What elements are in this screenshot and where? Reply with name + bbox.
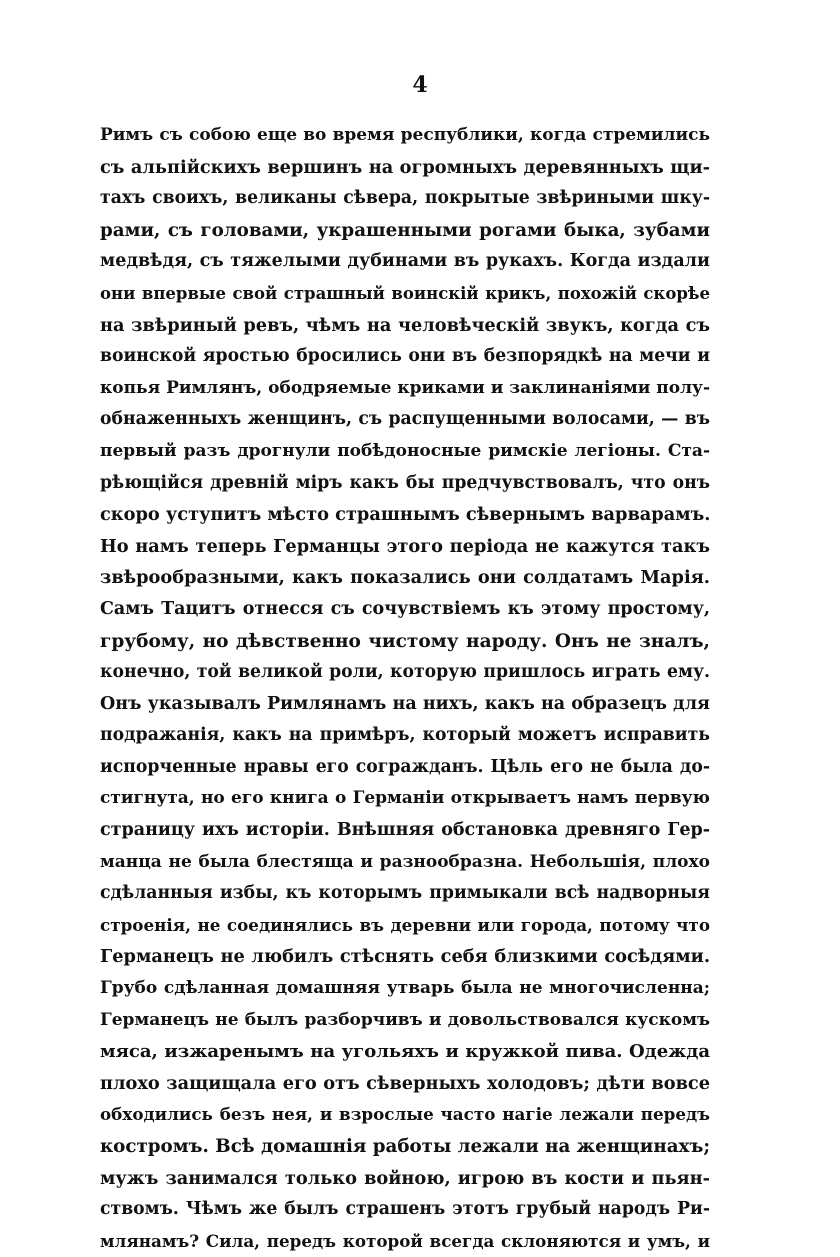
text-line: стигнута, но его книга о Германіи открываетъ намъ первую bbox=[100, 788, 710, 809]
text-line: строенія, не соединялись въ деревни или города, потому что bbox=[100, 914, 710, 935]
text-line: страницу ихъ исторіи. Внѣшняя обстановка древняго Гер- bbox=[100, 820, 710, 841]
text-line: звѣрообразными, какъ показались они солдатамъ Марія. bbox=[100, 567, 710, 589]
text-line: Грубо сдѣланная домашняя утварь была не многочисленна; bbox=[100, 978, 710, 999]
text-line: Онъ указывалъ Римлянамъ на нихъ, какъ на образецъ для bbox=[100, 693, 710, 714]
text-line: воинской яростью бросились они въ безпорядкѣ на мечи и bbox=[100, 346, 710, 367]
text-line: Но намъ теперь Германцы этого періода не кажутся такъ bbox=[100, 535, 710, 557]
text-line: сдѣланныя избы, къ которымъ примыкали всѣ надворныя bbox=[100, 883, 710, 904]
text-line: копья Римлянъ, ободряемые криками и заклинаніями полу- bbox=[100, 377, 710, 398]
text-line: плохо защищала его отъ сѣверныхъ холодовъ; дѣти вовсе bbox=[100, 1072, 710, 1094]
text-line: медвѣдя, съ тяжелыми дубинами въ рукахъ. Когда издали bbox=[100, 251, 710, 272]
text-line: на звѣриный ревъ, чѣмъ на человѣческій звукъ, когда съ bbox=[100, 314, 710, 336]
page-number: 4 bbox=[412, 72, 428, 98]
text-line: испорченные нравы его согражданъ. Цѣль его не была до- bbox=[100, 756, 710, 777]
text-line: Римъ съ собою еще во время республики, когда стремились bbox=[100, 125, 710, 145]
text-line: тахъ своихъ, великаны сѣвера, покрытые звѣриными шку- bbox=[100, 188, 710, 209]
text-line: манца не была блестяща и разнообразна. Небольшія, плохо bbox=[100, 851, 710, 872]
text-line: млянамъ? Сила, передъ которой всегда склоняются и умъ, и bbox=[100, 1230, 710, 1251]
text-line: Германецъ не любилъ стѣснять себя близкими сосѣдями. bbox=[100, 946, 710, 968]
text-line: костромъ. Всѣ домашнія работы лежали на женщинахъ; bbox=[100, 1136, 710, 1157]
text-line: мужъ занимался только войною, игрою въ кости и пьян- bbox=[100, 1167, 710, 1189]
text-line: подражанія, какъ на примѣръ, который можетъ исправить bbox=[100, 725, 710, 746]
text-line: Самъ Тацитъ отнесся съ сочувствіемъ къ этому простому, bbox=[100, 598, 710, 619]
text-line: скоро уступитъ мѣсто страшнымъ сѣвернымъ варварамъ. bbox=[100, 504, 710, 526]
text-line: рами, съ головами, украшенными рогами быка, зубами bbox=[100, 219, 710, 241]
text-line: конечно, той великой роли, которую пришлось играть ему. bbox=[100, 662, 710, 683]
text-line: первый разъ дрогнули побѣдоносные римскіе легіоны. Ста- bbox=[100, 440, 710, 461]
text-line: рѣющійся древній міръ какъ бы предчувствовалъ, что онъ bbox=[100, 472, 710, 493]
text-line: Германецъ не былъ разборчивъ и довольствовался кускомъ bbox=[100, 1009, 710, 1030]
text-line: обходились безъ нея, и взрослые часто нагіе лежали передъ bbox=[100, 1104, 710, 1125]
body-text bbox=[100, 120, 710, 1257]
text-line: ствомъ. Чѣмъ же былъ страшенъ этотъ грубый народъ Ри- bbox=[100, 1199, 710, 1220]
text-line: грубому, но дѣвственно чистому народу. Онъ не зналъ, bbox=[100, 630, 710, 652]
text-line: съ альпійскихъ вершинъ на огромныхъ деревянныхъ щи- bbox=[100, 156, 710, 178]
text-line: мяса, изжаренымъ на угольяхъ и кружкой пива. Одежда bbox=[100, 1041, 710, 1063]
text-line: обнаженныхъ женщинъ, съ распущенными волосами, — въ bbox=[100, 409, 710, 430]
text-line: они впервые свой страшный воинскій крикъ, похожій скорѣе bbox=[100, 283, 710, 303]
